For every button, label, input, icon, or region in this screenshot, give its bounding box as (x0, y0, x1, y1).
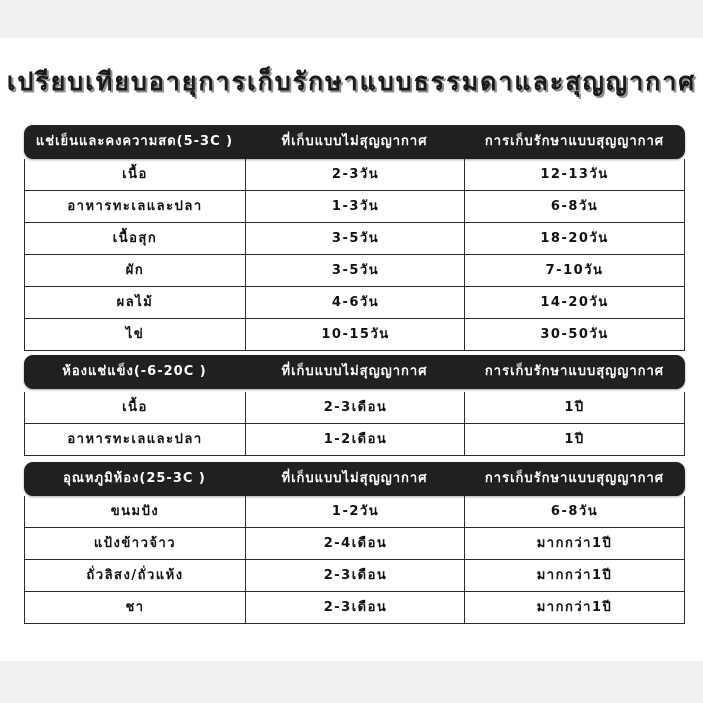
food-item: เนื้อ (122, 167, 148, 182)
vacuum-duration: มากกว่า1ปี (464, 560, 684, 591)
vacuum-duration: 6-8วัน (464, 191, 684, 222)
vacuum-duration: 18-20วัน (464, 223, 684, 254)
food-item: ถั่วลิสง/ถั่วแห้ง (86, 568, 184, 583)
table-body (24, 392, 685, 456)
table-row (25, 254, 684, 286)
vacuum-duration: 7-10วัน (464, 255, 684, 286)
food-item: แป้งข้าวจ้าว (93, 536, 177, 551)
header-storage-condition: ห้องแช่แข็ง(-6-20C ) (62, 364, 207, 379)
header-vacuum: การเก็บรักษาแบบสุญญากาศ (484, 471, 665, 486)
table-row (25, 159, 684, 190)
food-item: อาหารทะเลและปลา (67, 199, 203, 214)
table-row (25, 496, 684, 527)
non-vacuum-duration: 10-15วัน (245, 319, 465, 350)
table-row (25, 559, 684, 591)
vacuum-duration: 1ปี (464, 424, 684, 455)
header-vacuum: การเก็บรักษาแบบสุญญากาศ (484, 364, 665, 379)
table-row (25, 318, 684, 350)
food-item: ชา (125, 600, 145, 615)
header-non-vacuum: ที่เก็บแบบไม่สุญญากาศ (281, 471, 428, 486)
vacuum-duration: 6-8วัน (464, 496, 684, 527)
header-non-vacuum: ที่เก็บแบบไม่สุญญากาศ (281, 134, 428, 149)
non-vacuum-duration: 2-3เดือน (245, 392, 465, 423)
food-item: ผลไม้ (116, 295, 154, 310)
vacuum-duration: 14-20วัน (464, 287, 684, 318)
header-non-vacuum: ที่เก็บแบบไม่สุญญากาศ (281, 364, 428, 379)
food-item: เนื้อ (122, 400, 148, 415)
table-body (24, 496, 685, 624)
section-header (24, 125, 685, 159)
section-header (24, 355, 685, 389)
non-vacuum-duration: 1-2วัน (245, 496, 465, 527)
non-vacuum-duration: 1-2เดือน (245, 424, 465, 455)
food-item: ไข่ (125, 327, 145, 342)
vacuum-duration: มากกว่า1ปี (464, 528, 684, 559)
page-title: เปรียบเทียบอายุการเก็บรักษาแบบธรรมดาและสุญญากาศ (6, 67, 697, 96)
non-vacuum-duration: 1-3วัน (245, 191, 465, 222)
non-vacuum-duration: 2-3วัน (245, 159, 465, 190)
header-storage-condition: อุณหภูมิห้อง(25-3C ) (63, 471, 206, 486)
table-row (25, 591, 684, 623)
non-vacuum-duration: 3-5วัน (245, 223, 465, 254)
food-item: ผัก (125, 263, 145, 278)
table-row (25, 392, 684, 423)
food-item: เนื้อสุก (112, 231, 158, 246)
table-row (25, 527, 684, 559)
vacuum-duration: มากกว่า1ปี (464, 592, 684, 623)
section-header (24, 462, 685, 496)
table-row (25, 423, 684, 455)
header-storage-condition: แช่เย็นและคงความสด(5-3C ) (35, 134, 234, 149)
table-row (25, 190, 684, 222)
food-item: อาหารทะเลและปลา (67, 432, 203, 447)
table-row (25, 222, 684, 254)
food-item: ขนมปัง (110, 504, 160, 519)
vacuum-duration: 1ปี (464, 392, 684, 423)
non-vacuum-duration: 2-4เดือน (245, 528, 465, 559)
table-body (24, 159, 685, 351)
table-row (25, 286, 684, 318)
non-vacuum-duration: 3-5วัน (245, 255, 465, 286)
non-vacuum-duration: 4-6วัน (245, 287, 465, 318)
non-vacuum-duration: 2-3เดือน (245, 592, 465, 623)
vacuum-duration: 30-50วัน (464, 319, 684, 350)
header-vacuum: การเก็บรักษาแบบสุญญากาศ (484, 134, 665, 149)
non-vacuum-duration: 2-3เดือน (245, 560, 465, 591)
vacuum-duration: 12-13วัน (464, 159, 684, 190)
